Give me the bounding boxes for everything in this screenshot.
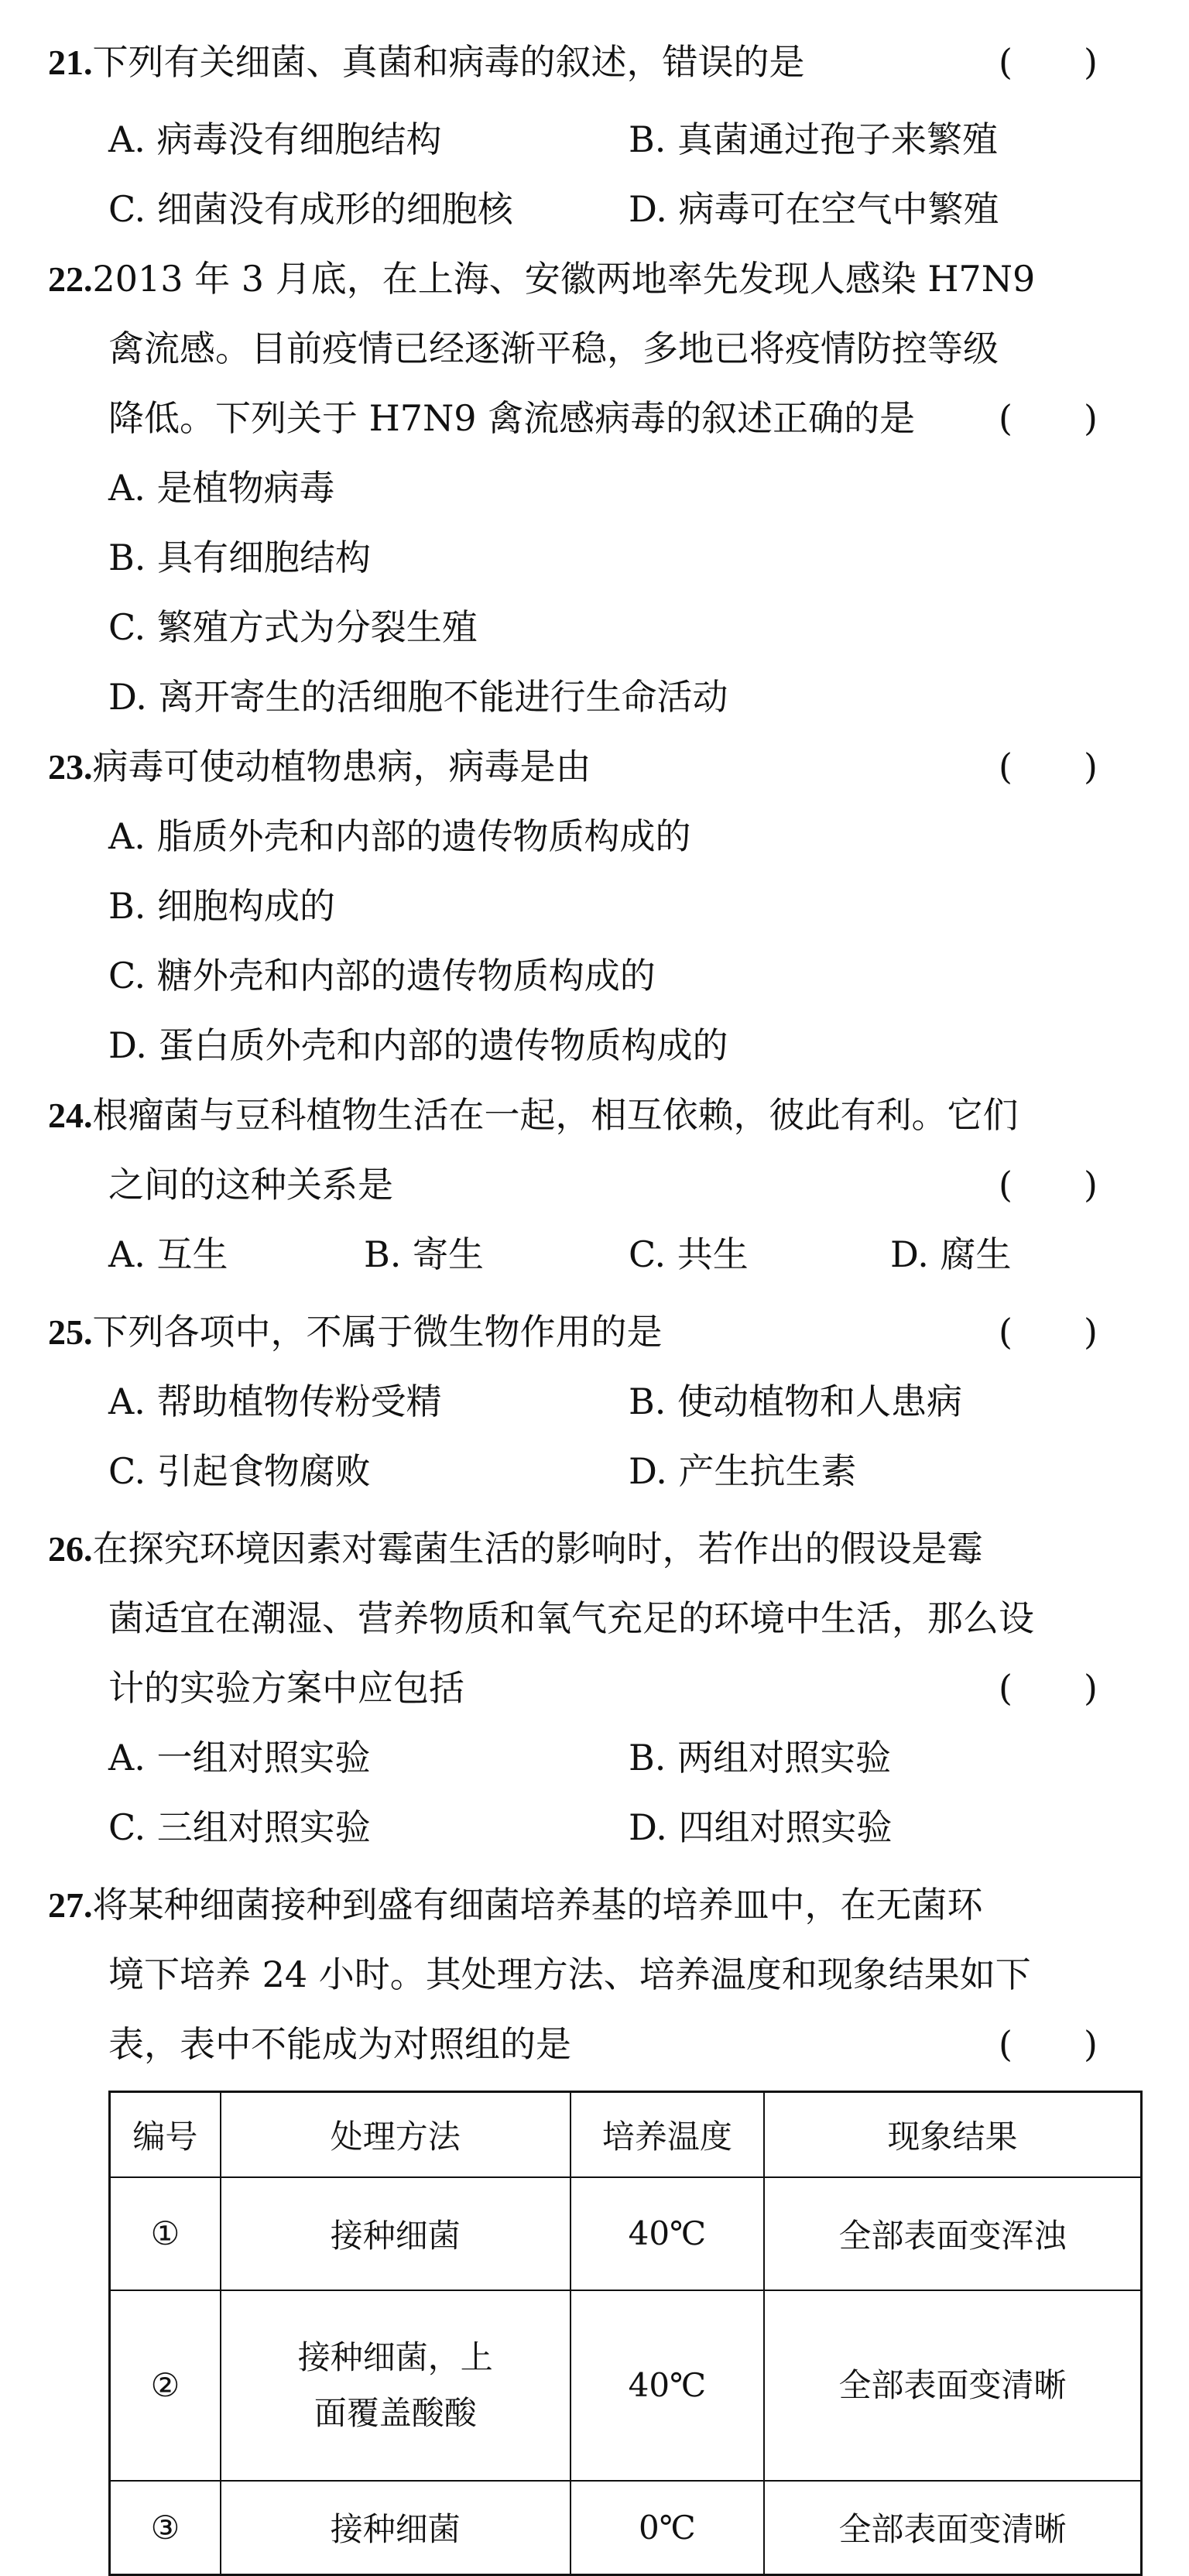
option-24-b[interactable]: B. 寄生 bbox=[364, 1233, 485, 1275]
answer-blank-24[interactable]: ( ) bbox=[999, 1164, 1098, 1206]
option-26-b[interactable]: B. 两组对照实验 bbox=[629, 1737, 892, 1779]
option-23-d[interactable]: D. 蛋白质外壳和内部的遗传物质构成的 bbox=[108, 1024, 728, 1066]
option-22-b[interactable]: B. 具有细胞结构 bbox=[108, 537, 372, 578]
option-26-a[interactable]: A. 一组对照实验 bbox=[108, 1737, 371, 1779]
option-21-a[interactable]: A. 病毒没有细胞结构 bbox=[108, 118, 442, 160]
table-header-cell: 培养温度 bbox=[571, 2092, 764, 2177]
option-26-d[interactable]: D. 四组对照实验 bbox=[629, 1806, 893, 1848]
row-result: 全部表面变浑浊 bbox=[764, 2177, 1141, 2290]
row-method: 接种细菌 bbox=[221, 2481, 571, 2575]
option-23-a[interactable]: A. 脂质外壳和内部的遗传物质构成的 bbox=[108, 815, 691, 857]
option-25-c[interactable]: C. 引起食物腐败 bbox=[108, 1450, 371, 1492]
answer-blank-22[interactable]: ( ) bbox=[999, 397, 1098, 439]
question-26-line-3: 计的实验方案中应包括 bbox=[108, 1667, 464, 1709]
row-method: 接种细菌 bbox=[221, 2177, 571, 2290]
answer-blank-25[interactable]: ( ) bbox=[999, 1311, 1098, 1353]
question-26-stem: 26.在探究环境因素对霉菌生活的影响时，若作出的假设是霉 bbox=[48, 1528, 983, 1569]
option-25-d[interactable]: D. 产生抗生素 bbox=[629, 1450, 857, 1492]
option-25-b[interactable]: B. 使动植物和人患病 bbox=[629, 1381, 963, 1422]
question-26-line-2: 菌适宜在潮湿、营养物质和氧气充足的环境中生活，那么设 bbox=[108, 1597, 1034, 1639]
option-24-a[interactable]: A. 互生 bbox=[108, 1233, 228, 1275]
option-21-d[interactable]: D. 病毒可在空气中繁殖 bbox=[629, 188, 999, 230]
table-row bbox=[110, 2290, 1142, 2481]
question-27-line-2: 境下培养 24 小时。其处理方法、培养温度和现象结果如下 bbox=[108, 1953, 1031, 1995]
table-header-cell: 编号 bbox=[110, 2092, 221, 2177]
row-method-line-2: 面覆盖酸酸 bbox=[314, 2393, 477, 2432]
row-temperature: 40℃ bbox=[571, 2290, 764, 2481]
row-temperature: 0℃ bbox=[571, 2481, 764, 2575]
answer-blank-26[interactable]: ( ) bbox=[999, 1667, 1098, 1709]
question-25-stem: 25.下列各项中，不属于微生物作用的是 bbox=[48, 1311, 663, 1353]
option-22-c[interactable]: C. 繁殖方式为分裂生殖 bbox=[108, 606, 478, 648]
option-23-c[interactable]: C. 糖外壳和内部的遗传物质构成的 bbox=[108, 955, 656, 996]
question-27-stem: 27.将某种细菌接种到盛有细菌培养基的培养皿中，在无菌环 bbox=[48, 1884, 983, 1926]
answer-blank-23[interactable]: ( ) bbox=[999, 746, 1098, 787]
option-22-a[interactable]: A. 是植物病毒 bbox=[108, 467, 335, 509]
question-27-line-3: 表，表中不能成为对照组的是 bbox=[108, 2023, 571, 2065]
option-25-a[interactable]: A. 帮助植物传粉受精 bbox=[108, 1381, 442, 1422]
table-header-cell: 现象结果 bbox=[764, 2092, 1141, 2177]
row-id: ③ bbox=[110, 2481, 221, 2575]
question-23-stem: 23.病毒可使动植物患病，病毒是由 bbox=[48, 746, 591, 787]
option-22-d[interactable]: D. 离开寄生的活细胞不能进行生命活动 bbox=[108, 676, 728, 718]
row-method bbox=[221, 2290, 571, 2481]
table-row bbox=[110, 2481, 1142, 2575]
option-21-c[interactable]: C. 细菌没有成形的细胞核 bbox=[108, 188, 513, 230]
row-method-line-1: 接种细菌，上 bbox=[297, 2338, 493, 2376]
answer-blank-21[interactable]: ( ) bbox=[999, 41, 1098, 83]
question-24-stem: 24.根瘤菌与豆科植物生活在一起，相互依赖，彼此有利。它们 bbox=[48, 1094, 1019, 1136]
option-24-d[interactable]: D. 腐生 bbox=[890, 1233, 1012, 1275]
question-21-stem: 21.下列有关细菌、真菌和病毒的叙述，错误的是 bbox=[48, 41, 805, 83]
option-21-b[interactable]: B. 真菌通过孢子来繁殖 bbox=[629, 118, 999, 160]
experiment-table bbox=[108, 2091, 1143, 2576]
row-temperature: 40℃ bbox=[571, 2177, 764, 2290]
table-header-row bbox=[110, 2092, 1142, 2177]
question-22-line-3: 降低。下列关于 H7N9 禽流感病毒的叙述正确的是 bbox=[108, 397, 916, 439]
table-header-cell: 处理方法 bbox=[221, 2092, 571, 2177]
option-26-c[interactable]: C. 三组对照实验 bbox=[108, 1806, 371, 1848]
option-23-b[interactable]: B. 细胞构成的 bbox=[108, 885, 336, 927]
answer-blank-27[interactable]: ( ) bbox=[999, 2023, 1098, 2065]
row-result: 全部表面变清晰 bbox=[764, 2481, 1141, 2575]
row-result: 全部表面变清晰 bbox=[764, 2290, 1141, 2481]
table-row bbox=[110, 2177, 1142, 2290]
row-id: ② bbox=[110, 2290, 221, 2481]
option-24-c[interactable]: C. 共生 bbox=[629, 1233, 749, 1275]
question-22-stem: 22.2013 年 3 月底，在上海、安徽两地率先发现人感染 H7N9 bbox=[48, 258, 1036, 300]
question-24-line-2: 之间的这种关系是 bbox=[108, 1164, 393, 1206]
row-id: ① bbox=[110, 2177, 221, 2290]
question-22-line-2: 禽流感。目前疫情已经逐渐平稳，多地已将疫情防控等级 bbox=[108, 328, 999, 369]
